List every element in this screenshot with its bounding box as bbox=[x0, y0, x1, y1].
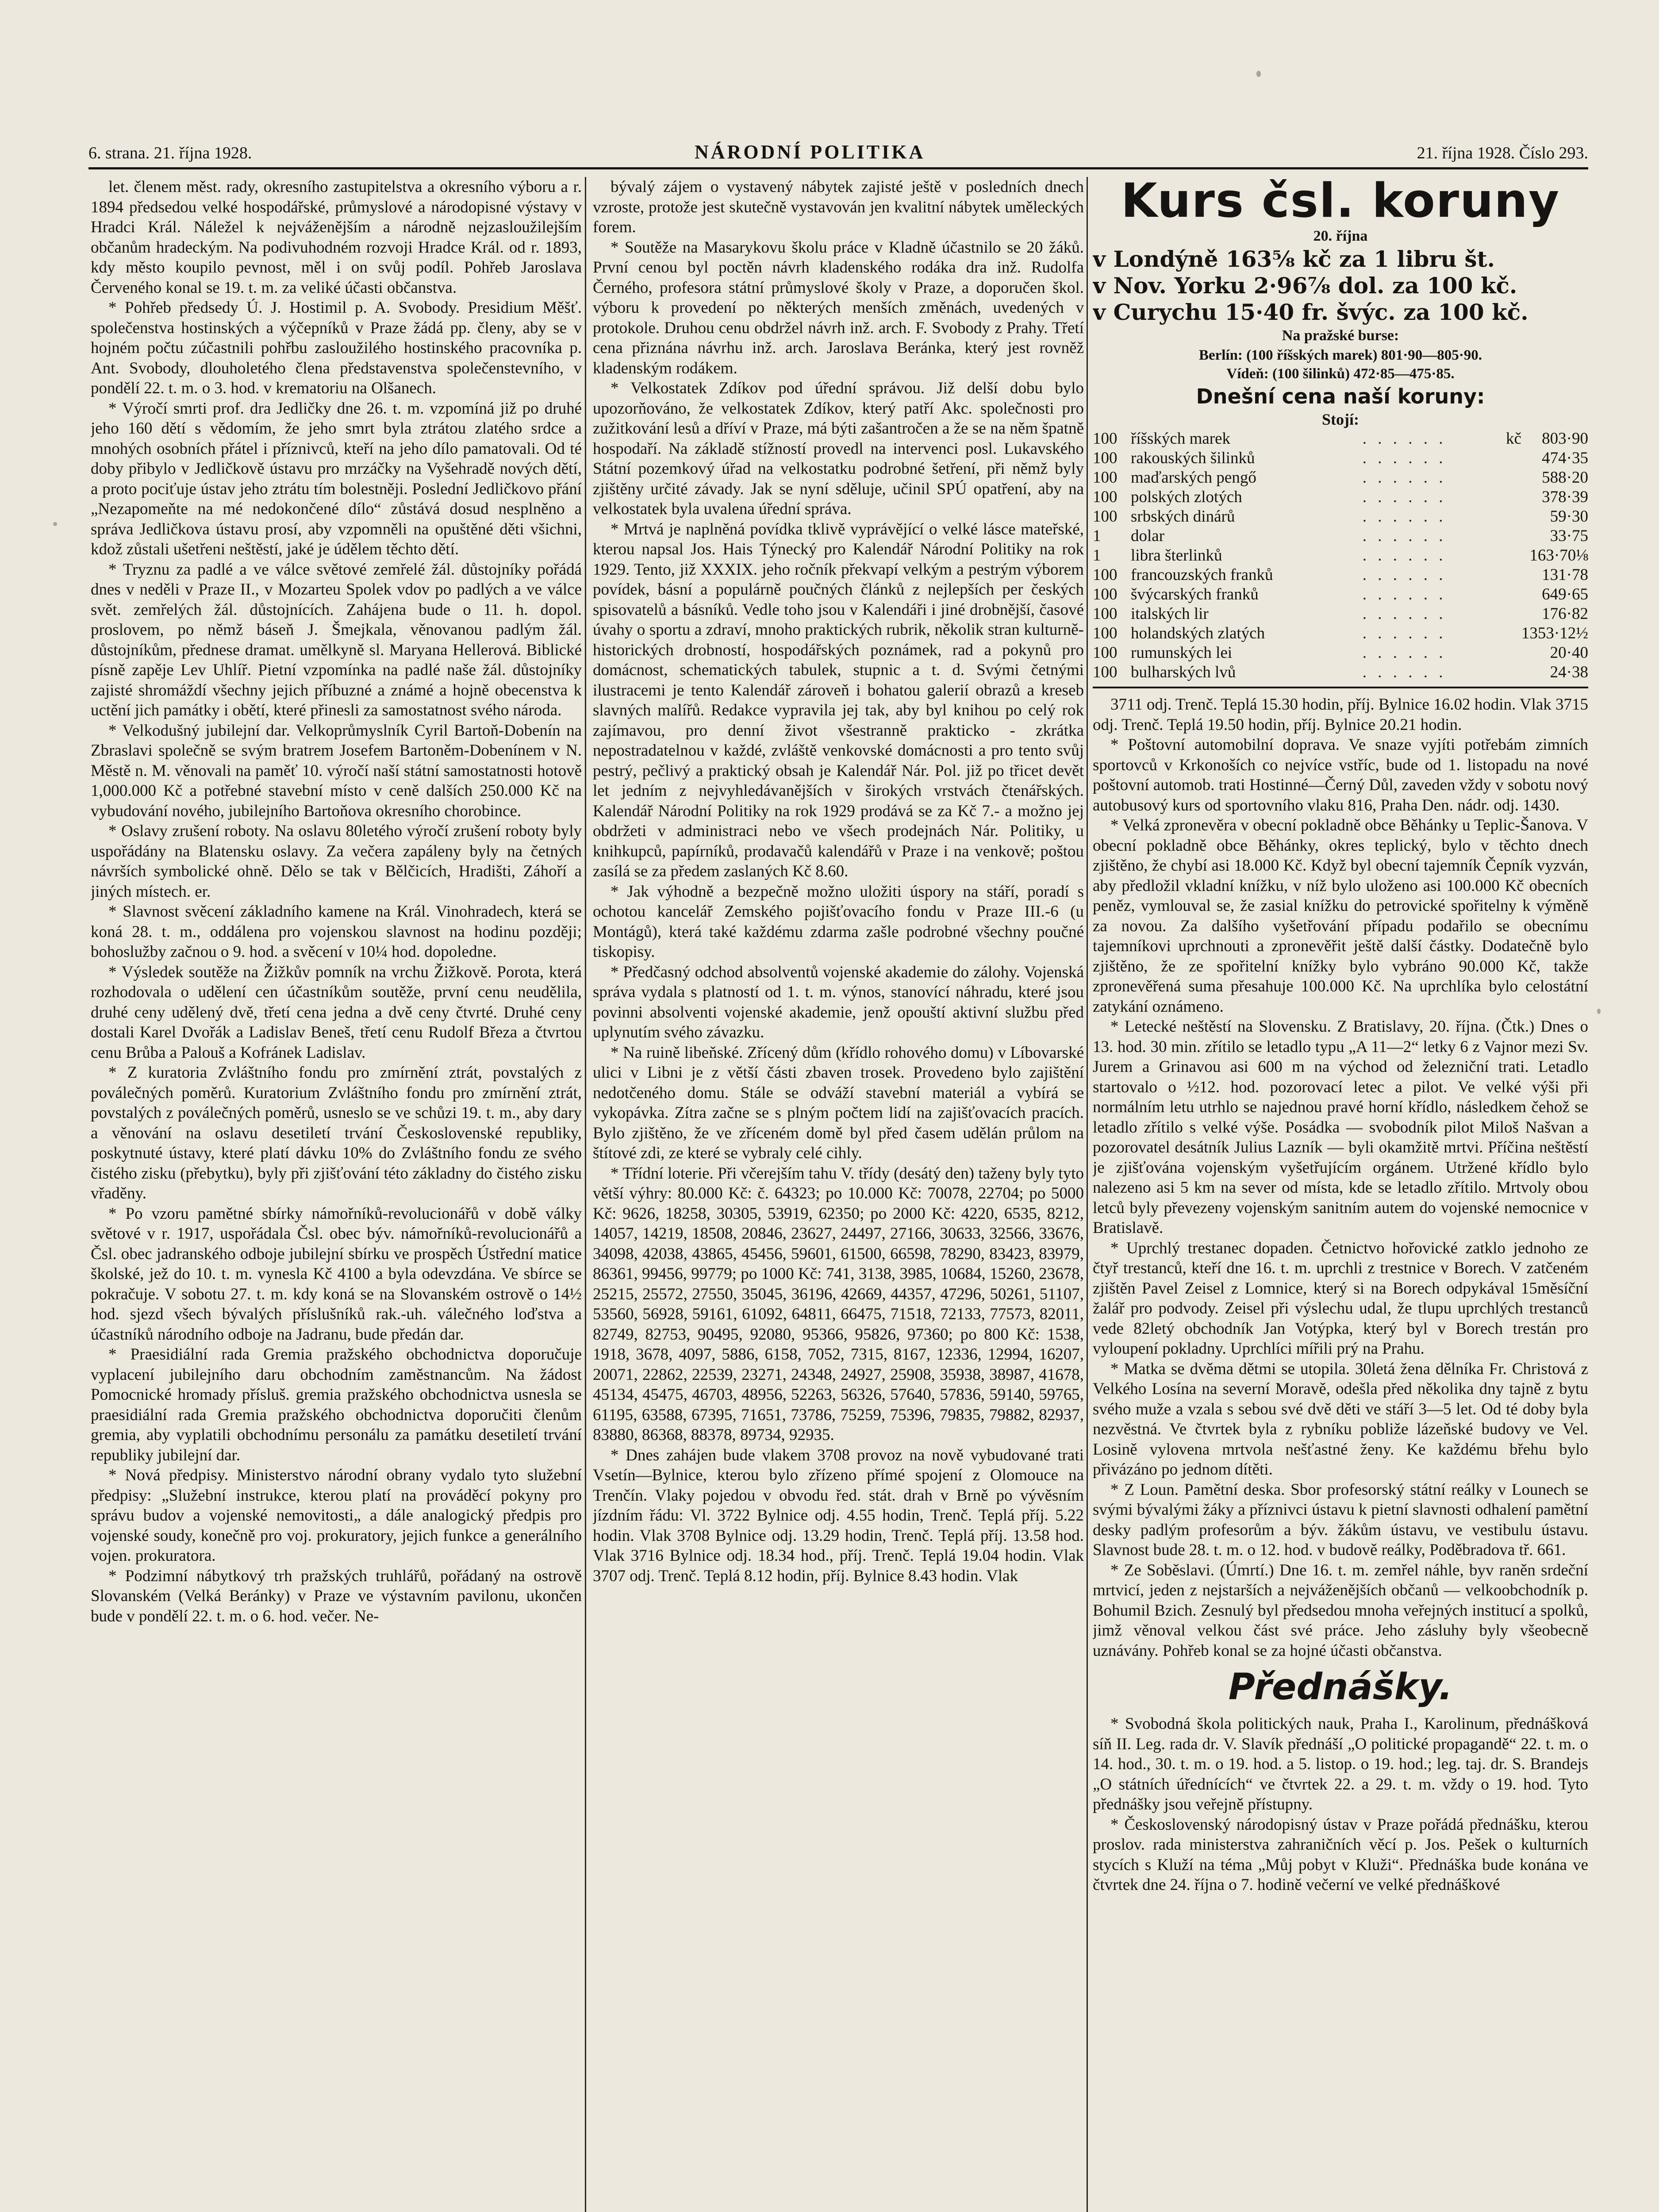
article-paragraph: * Jak výhodně a bezpečně možno uložiti úspory na stáří, poradí s ochotou kancelář Zemského pojišťovacího fondu v Praze III.-6 (u Montágů), která také každému zdarma zašle podrobné všechny poučné tiskopisy. bbox=[593, 882, 1084, 961]
leader-dots: . . . . . . bbox=[1362, 624, 1447, 642]
page-header bbox=[88, 141, 1588, 169]
currency-row bbox=[1093, 507, 1588, 526]
column-rule-1 bbox=[585, 177, 586, 2212]
article-paragraph: * Z kuratoria Zvláštního fondu pro zmírnění ztrát, povstalých z poválečných poměrů. Kuratorium Zvláštního fondu pro zmírnění ztrát, povstalých z poválečných poměrů, usneslo se ve schůzi 19. t. m., aby dary a věnování na oslavu desetiletí trvání Československé republiky, poskytnuté ústavy, které platí dávku 10% do Zvláštního fondu ze svého čistého zisku (přebytku), byly při zjišťování této základny do čistého zisku vřaděny. bbox=[91, 1064, 582, 1202]
column-rule-2 bbox=[1087, 177, 1088, 2212]
currency-name: srbských dinárů bbox=[1131, 507, 1235, 526]
currency-price: 588·20 bbox=[1542, 469, 1588, 487]
article-paragraph: * Výročí smrti prof. dra Jedličky dne 26. t. m. vzpomíná již po druhé jeho 160 dětí s vědomím, že jeho smrt byla ztrátou zlatého srdce a mnohých osobních přátel i příznivců, kteří na jeho dílo pamatovali. Od té doby přibylo v Jedličkově ústavu pro mrzáčky na Vyšehradě nových dětí, a proto pociťuje ústav jeho ztrátu tím bolestněji. Poslední Jedličkovo přání „Nezapomeňte na mé nedokončené dílo“ zůstává dosud nesplněno a správa Jedličkova ústavu prosí, aby vzpomněli na opuštěné děti všichni, kdož zůstali ušetřeni neštěstí, jaké je údělem těchto dětí. bbox=[91, 399, 582, 558]
currency-unit bbox=[1499, 604, 1521, 624]
burse-line-berlin: Berlín: (100 říšských marek) 801·90—805·90. bbox=[1198, 347, 1482, 363]
article-paragraph: * Slavnost svěcení základního kamene na Král. Vinohradech, která se koná 28. t. m., oddálena pro vojenskou slavnost na hodinu později; bohoslužby začnou o 9. hod. a svěcení v 10¼ hod. dopoledne. bbox=[91, 902, 582, 961]
leader-dots: . . . . . . bbox=[1362, 566, 1447, 584]
currency-name: švýcarských franků bbox=[1131, 585, 1259, 603]
currency-row bbox=[1093, 624, 1588, 643]
currency-price: 131·78 bbox=[1542, 566, 1588, 584]
currency-unit bbox=[1499, 468, 1521, 488]
article-paragraph: * Oslavy zrušení roboty. Na oslavu 80letého výročí zrušení roboty byly uspořádány na Blatensku oslavy. Za večera zapáleny byly na četných návrších symbolické ohně. Dělo se tak v Bělčicích, Hradišti, Záhoří a jiných místech. er. bbox=[91, 822, 582, 901]
currency-unit bbox=[1499, 546, 1521, 565]
article-paragraph: * Praesidiální rada Gremia pražského obchodnictva doporučuje vyplacení jubilejního daru obchodním zaměstnancům. Na žádost Pomocnické hromady přísluš. gremia pražského obchodnictva usnesla se praesidiální rada Gremia pražského obchodnictva doporučiti členům gremia, aby vyplatili obchodnímu personálu za památku desetiletí trvání republiky jubilejní dar. bbox=[91, 1345, 582, 1464]
exchange-rate-box bbox=[1093, 177, 1588, 688]
currency-unit bbox=[1499, 585, 1521, 604]
currency-amount: 100 bbox=[1093, 488, 1118, 506]
currency-name: říšských marek bbox=[1131, 430, 1231, 448]
article-paragraph: * Velkostatek Zdíkov pod úřední správou. Již delší dobu bylo upozorňováno, že velkostatek Zdíkov, který patří Akc. společnosti pro zužitkování lesů a dříví v Praze, má býti zašantročen a že se na něm špatně hospodaří. Na základě stížností provedl na intervenci posl. Lukavského Státní pozemkový úřad na velkostatku podrobné šetření, při němž byly zjištěny určité závady. Jak se nyní sděluje, učinil SPÚ opatření, aby na velkostatek byla uvalena úřední správa. bbox=[593, 379, 1084, 518]
currency-name: libra šterlinků bbox=[1131, 546, 1222, 565]
currency-name: holandských zlatých bbox=[1131, 624, 1265, 642]
currency-amount: 100 bbox=[1093, 585, 1118, 603]
header-right: 21. října 1928. Číslo 293. bbox=[1417, 144, 1588, 162]
article-paragraph: let. členem měst. rady, okresního zastupitelstva a okresního výboru a r. 1894 předsedou velké hospodářské, průmyslové a národopisné výstavy v Hradci Král. Náležel k nejváženějším a národně nejzasloužilejším občanům hradeckým. Na podivuhodném rozvoji Hradce Král. od r. 1893, kdy město koupilo pevnost, měl i on svůj podíl. Pohřeb Jaroslava Červeného konal se 19. t. m. za veliké účasti občanstva. bbox=[91, 178, 582, 297]
article-paragraph: * Po vzoru pamětné sbírky námořníků-revolucionářů v době války světové v r. 1917, uspořádala Čsl. obec býv. námořníků-revolucionářů a Čsl. obec jadranského odboje jubilejní sbírku ve prospěch Ústřední matice školské, jež do 10. t. m. vynesla Kč 4100 a byla odevzdána. Ve sbírce se pokračuje. V sobotu 27. t. m. kdy koná se na Slovanském ostrově o 14½ hod. sjezd všech bývalých příslušníků rak.-uh. válečného loďstva a účastníků národního odboje na Jadranu, bude předán dar. bbox=[91, 1204, 582, 1344]
article-paragraph: * Pohřeb předsedy Ú. J. Hostimil p. A. Svobody. Presidium Měšť. společenstva hostinských a výčepníků v Praze žádá pp. členy, aby se v hojném počtu zúčastnili pohřbu zasloužilého hostinského pracovníka p. Ant. Svobody, dlouholetého člena představenstva společenstevního, v pondělí 22. t. m. o 3. hod. v krematoriu na Olšanech. bbox=[91, 299, 582, 397]
currency-price: 649·65 bbox=[1542, 585, 1588, 603]
article-paragraph: * Velkodušný jubilejní dar. Velkoprůmyslník Cyril Bartoň-Dobenín na Zbraslavi společně se svým bratrem Josefem Bartoněm-Dobenínem v N. Městě n. M. věnovali na paměť 10. výročí naší státní samostatnosti hotově 1,000.000 Kč a potřebné stavební místo v ceně dalších 250.000 Kč na vybudování nového, jubilejního Bartoňova okresního chorobince. bbox=[91, 721, 582, 820]
currency-row bbox=[1093, 468, 1588, 488]
currency-amount: 100 bbox=[1093, 663, 1118, 681]
currency-price: 803·90 bbox=[1542, 430, 1588, 448]
article-paragraph: * Letecké neštěstí na Slovensku. Z Bratislavy, 20. října. (Čtk.) Dnes o 13. hod. 30 min. zřítilo se letadlo typu „A 11—2“ letky 6 z Vajnor mezi Sv. Jurem a Grinavou asi 600 m na východ od železniční trati. Letadlo startovalo o ½12. hod. pozorovací letec a pilot. Ve velké výši při normálním letu utrhlo se najednou pravé horní křídlo, následkem čehož se letadlo zřítilo s velké výše. Posádka — svobodník pilot Miloš Našvan a pozorovatel desátník Julius Lazník — byli okamžitě mrtvi. Příčina neštěstí je zjišťována vojenským vyšetřujícím orgánem. Utržené křídlo bylo nalezeno asi 5 km na sever od místa, kde se letadlo zřítilo. Mrtvoly obou letců byly převezeny vojenským sanitním autem do vojenské nemocnice v Bratislavě. bbox=[1093, 1018, 1588, 1237]
article-paragraph: * Podzimní nábytkový trh pražských truhlářů, pořádaný na ostrově Slovanském (Velká Beránky) v Praze ve výstavním pavilonu, ukončen bude v pondělí 22. t. m. o 6. hod. večer. Ne- bbox=[91, 1567, 582, 1625]
currency-amount: 100 bbox=[1093, 624, 1118, 642]
crown-price-heading: Dnešní cena naší koruny: bbox=[1196, 384, 1485, 408]
leader-dots: . . . . . . bbox=[1362, 527, 1447, 545]
currency-row bbox=[1093, 526, 1588, 546]
currency-price: 24·38 bbox=[1550, 663, 1588, 681]
scan-speck bbox=[53, 522, 57, 526]
article-paragraph: * Velká zpronevěra v obecní pokladně obce Běhánky u Teplic-Šanova. V obecní pokladně obce Běhánky, okres teplický, bylo v těchto dnech zjištěno, že chybí asi 18.000 Kč. Když byl obecní tajemník Čepník vyzván, aby předložil vkladní knížku, v níž bylo uloženo asi 100.000 Kč obecních peněz, vymlouval se, že zasial knížku do petrovické spořitelny k výměně za novou. Za dalšího vyšetřování případu podařilo se obecnímu tajemníkovi uprchnouti a zpronevěřit ještě další částky. Dodatečně bylo zjištěno, že ze spořitelní knížky bylo vybráno 90.000 Kč, takže zpronevěřená suma přesahuje 100.000 Kč. Na uprchlíka bylo celostátní zatykání oznámeno. bbox=[1093, 816, 1588, 1016]
currency-amount: 100 bbox=[1093, 566, 1118, 584]
burse-heading: Na pražské burse: bbox=[1282, 327, 1399, 344]
currency-amount: 100 bbox=[1093, 644, 1118, 662]
currency-price: 378·39 bbox=[1542, 488, 1588, 506]
currency-price: 163·70⅛ bbox=[1529, 546, 1588, 565]
article-paragraph: * Mrtvá je naplněná povídka tklivě vyprávějící o velké lásce mateřské, kterou napsal Jos. Hais Týnecký pro Kalendář Národní Politiky na rok 1929. Tento, již XXXIX. jeho ročník překvapí velkým a pestrým výborem povídek, básní a populárně poučných článků z nejlepších per českých spisovatelů a básníků. Vedle toho jsou v Kalendáři i jiné drobnější, časové úvahy o sportu a zdraví, mnoho praktických rubrik, několik stran kulturně-historických drobností, hospodářských poznámek, rad a pokynů pro domácnost, schematických tabulek, stupnic a t. d. Svými četnými ilustracemi je tento Kalendář zároveň i bohatou galerií obrazů a kreseb slavných malířů. Redakce vypravila jej tak, aby byl knihou po celý rok zajímavou, pro denní život všestranně prakticko - zkrátka nepostradatelnou v každé, zvláště venkovské domácnosti a pro tento svůj pestrý, pečlivý a praktický obsah je Kalendář Nár. Pol. již po třicet devět let jedním z nejvyhledávanějších v širokých vrstvách čtenářských. Kalendář Národní Politiky na rok 1929 prodává se za Kč 7.- a možno jej obdržeti v administraci nebo ve všech prodejnách Nár. Politiky, u knihkupců, papírníků, prodavačů kalendářů v Praze i na venkově; poštou zasílá se za předem zaslaných Kč 8.60. bbox=[593, 520, 1084, 880]
column-3 bbox=[1093, 177, 1588, 2212]
currency-row bbox=[1093, 663, 1588, 682]
article-paragraph: * Výsledek soutěže na Žižkův pomník na vrchu Žižkově. Porota, která rozhodovala o udělení cen účastníkům soutěže, první cenu neudělila, druhé ceny udělený dvě, třetí cena jedna a dvě ceny čtvrté. Druhé ceny dostali Karel Dvořák a Ladislav Beneš, třetí cenu Rudolf Březa a čtvrtou cenu Brůba a Palouš a Kofránek Ladislav. bbox=[91, 963, 582, 1062]
currency-row bbox=[1093, 585, 1588, 604]
leader-dots: . . . . . . bbox=[1362, 449, 1447, 467]
article-paragraph: * Dnes zahájen bude vlakem 3708 provoz na nově vybudované trati Vsetín—Bylnice, kterou bylo zřízeno přímé spojení z Olomouce na Trenčín. Vlaky pojedou v obvodu řed. stát. drah v Brně po vývěsním jízdním řádu: Vl. 3722 Bylnice odj. 4.55 hodin, Trenč. Teplá příj. 5.22 hodin. Vlak 3708 Bylnice odj. 13.29 hodin, Trenč. Teplá příj. 13.58 hod. Vlak 3716 Bylnice odj. 18.34 hod., příj. Trenč. Teplá 19.04 hodin. Vlak 3707 odj. Trenč. Teplá 8.12 hodin, příj. Bylnice 8.43 hodin. Vlak bbox=[593, 1446, 1084, 1585]
currency-name: italských lir bbox=[1131, 605, 1209, 623]
article-paragraph: * Uprchlý trestanec dopaden. Četnictvo hořovické zatklo jednoho ze čtyř trestanců, kteří dne 16. t. m. uprchli z trestnice v Borech. V zatčeném zjištěn Pavel Zeisel z Lomnice, který si na Borech odpykával 15měsíční žalář pro podvody. Zeisel při výslechu udal, že tlupu uprchlých trestanců vede 82letý obchodník Jan Votýpka, který byl v Borech trestán pro vyloupení pokladny. Uprchlíci mířili prý na Prahu. bbox=[1093, 1239, 1588, 1358]
leader-dots: . . . . . . bbox=[1362, 488, 1447, 506]
currency-price: 33·75 bbox=[1550, 527, 1588, 545]
currency-row bbox=[1093, 488, 1588, 507]
currency-unit bbox=[1499, 565, 1521, 585]
burse-line-vienna: Vídeň: (100 šilinků) 472·85—475·85. bbox=[1226, 366, 1455, 382]
column-2 bbox=[593, 177, 1084, 2212]
stoji-label: Stojí: bbox=[1322, 411, 1359, 428]
currency-unit bbox=[1499, 488, 1521, 507]
currency-name: rumunských lei bbox=[1131, 644, 1233, 662]
article-paragraph: * Z Loun. Pamětní deska. Sbor profesorský státní reálky v Lounech se svými bývalými žáky a příznivci ústavu k pietní slavnosti odhalení pamětní desky padlým profesorům a býv. žákům ústavu, ve vestibulu ústavu. Slavnost bude 28. t. m. o 12. hod. v budově reálky, Poděbradova tř. 661. bbox=[1093, 1480, 1588, 1559]
currency-name: francouzských franků bbox=[1131, 566, 1273, 584]
exchange-rate-title: Kurs čsl. koruny bbox=[1121, 177, 1560, 228]
currency-row bbox=[1093, 643, 1588, 663]
currency-price: 474·35 bbox=[1542, 449, 1588, 467]
masthead-title: NÁRODNÍ POLITIKA bbox=[695, 141, 926, 163]
leader-dots: . . . . . . bbox=[1362, 507, 1447, 526]
currency-amount: 1 bbox=[1093, 546, 1101, 565]
currency-amount: 100 bbox=[1093, 430, 1118, 448]
leader-dots: . . . . . . bbox=[1362, 546, 1447, 565]
rate-london: v Londýně 163⅝ kč za 1 libru št. bbox=[1093, 246, 1495, 272]
article-paragraph: * Předčasný odchod absolventů vojenské akademie do zálohy. Vojenská správa vydala s platností od 1. t. m. výnos, stanovící náhradu, které jsou povinni absolventi vojenské akademie, jenž opouští aktivní službu před uplynutím svého závazku. bbox=[593, 963, 1084, 1041]
leader-dots: . . . . . . bbox=[1362, 663, 1447, 681]
currency-unit bbox=[1499, 526, 1521, 546]
currency-unit bbox=[1499, 643, 1521, 663]
article-paragraph: * Tryznu za padlé a ve válce světové zemřelé žál. důstojníky pořádá dnes v neděli v Praze II., v Mozarteu Spolek vdov po padlých a ve válce svět. zemřelých žál. důstojnících. Zahájena bude o 11. h. dopol. proslovem, po němž báseň J. Šmejkala, věnovanou padlým žál. důstojníkům, přednese dramat. umělkyně sl. Maryana Hellerová. Biblické písně zapěje Lev Uhlíř. Pietní vzpomínka na padlé naše žál. důstojníky zajisté shromáždí všechny jejich příbuzné a známé a hojně obecenstva k uctění jich památky i obětí, které přinesli za samostatnost svého národa. bbox=[91, 560, 582, 719]
article-paragraph: * Poštovní automobilní doprava. Ve snaze vyjíti potřebám zimních sportovců v Krkonoších co nejvíce vstříc, bude od 1. listopadu na nové poštovní automob. trati Hostinné—Černý Důl, zaveden vždy v sobotu nový autobusový kurs od sportovního vlaku 816, Praha Den. nádr. odj. 1430. bbox=[1093, 736, 1588, 814]
currency-price: 20·40 bbox=[1550, 644, 1588, 662]
currency-unit bbox=[1499, 449, 1521, 468]
currency-name: rakouských šilinků bbox=[1131, 449, 1255, 467]
currency-name: bulharských lvů bbox=[1131, 663, 1236, 681]
currency-amount: 100 bbox=[1093, 469, 1118, 487]
currency-unit bbox=[1499, 663, 1521, 682]
exchange-rate-date: 20. října bbox=[1313, 228, 1368, 244]
currency-unit bbox=[1499, 507, 1521, 526]
currency-name: maďarských pengő bbox=[1131, 469, 1256, 487]
scan-speck bbox=[1256, 71, 1261, 77]
currency-row bbox=[1093, 604, 1588, 624]
lottery-results: * Třídní loterie. Při včerejším tahu V. třídy (desátý den) taženy byly tyto větší výhry: 80.000 Kč: č. 64323; po 10.000 Kč: 70078, 22704; po 5000 Kč: 9626, 18258, 30305, 53919, 62350; po 2000 Kč: 4220, 6535, 8212, 14057, 14219, 18508, 20846, 23627, 24497, 27166, 30633, 32566, 33676, 34098, 42038, 43865, 45456, 59601, 61500, 66598, 78290, 83423, 83979, 86361, 99456, 99779; po 1000 Kč: 741, 3138, 3985, 10684, 15260, 23678, 25215, 25572, 27550, 35045, 36196, 42669, 44357, 47296, 50261, 51107, 53560, 56928, 59161, 61092, 64811, 66475, 71518, 72133, 77573, 82011, 82749, 82753, 90495, 92080, 95366, 95826, 97360; po 800 Kč: 1538, 1918, 3678, 4097, 5886, 6158, 7052, 7315, 8167, 12336, 12994, 16207, 20071, 22862, 22539, 23271, 24348, 24927, 25908, 35938, 38987, 41678, 45134, 45475, 46703, 48956, 52263, 56326, 57640, 57836, 59140, 59765, 61195, 63588, 67395, 71651, 73786, 75259, 75396, 79835, 79882, 82937, 83880, 86368, 88378, 89734, 92935. bbox=[593, 1164, 1084, 1444]
leader-dots: . . . . . . bbox=[1362, 605, 1447, 623]
article-paragraph: * Svobodná škola politických nauk, Praha I., Karolinum, přednášková síň II. Leg. rada dr. V. Slavík přednáší „O politické propagandě“ 22. t. m. o 14. hod., 30. t. m. o 19. hod. a 5. listop. o 19. hod.; leg. taj. dr. S. Brandejs „O státních úřednících“ ve čtvrtek 22. a 29. t. m. vždy o 19. hod. Tyto přednášky jsou veřejně přístupny. bbox=[1093, 1715, 1588, 1813]
article-paragraph: * Matka se dvěma dětmi se utopila. 30letá žena dělníka Fr. Christová z Velkého Losína na severní Moravě, odešla před několika dny tajně z bytu svého muže a vzala s sebou své dvě děti ve stáří 3—5 let. Od té doby byla nezvěstná. Ve čtvrtek byla z rybníku pobliže lázeňské budovy ve Vel. Losině vylovena mrtvola nešťastné ženy. Ke každému břehu bylo přivázáno po jednom dítěti. bbox=[1093, 1359, 1588, 1479]
article-paragraph: * Ze Soběslavi. (Úmrtí.) Dne 16. t. m. zemřel náhle, byv raněn srdeční mrtvicí, jeden z nejstarších a nejváženějších občanů — velkoobchodník p. Bohumil Bzich. Zesnulý byl předsedou mnoha veřejných institucí a spolků, jimž věnoval velkou část své práce. Jeho zásluhy byly všeobecně uznávány. Pohřeb konal se za hojné účasti občanstva. bbox=[1093, 1561, 1588, 1660]
rate-new-york: v Nov. Yorku 2·96⅞ dol. za 100 kč. bbox=[1093, 273, 1517, 299]
leader-dots: . . . . . . bbox=[1362, 644, 1447, 662]
column-1 bbox=[91, 177, 582, 2212]
header-left: 6. strana. 21. října 1928. bbox=[88, 144, 252, 162]
leader-dots: . . . . . . bbox=[1362, 430, 1447, 448]
article-paragraph: 3711 odj. Trenč. Teplá 15.30 hodin, příj. Bylnice 16.02 hodin. Vlak 3715 odj. Trenč. Teplá 19.50 hodin, příj. Bylnice 20.21 hodin. bbox=[1093, 695, 1588, 734]
leader-dots: . . . . . . bbox=[1362, 469, 1447, 487]
currency-amount: 100 bbox=[1093, 605, 1118, 623]
article-paragraph: * Soutěže na Masarykovu školu práce v Kladně účastnilo se 20 žáků. První cenou byl poctěn návrh kladenského rodáka dra inž. Rudolfa Černého, profesora státní průmyslové školy v Praze, a doporučen škol. výboru k provedení po některých menších změnách, uvedených v protokole. Druhou cenu obdržel návrh inž. arch. F. Svobody z Prahy. Třetí cena přiznána návrhu inž. arch. Jaroslava Beránka, který jest rovněž kladenským rodákem. bbox=[593, 238, 1084, 377]
currency-price: 59·30 bbox=[1550, 507, 1588, 526]
currency-price: 1353·12½ bbox=[1521, 624, 1588, 642]
lectures-heading: Přednášky. bbox=[1228, 1666, 1453, 1708]
currency-row bbox=[1093, 449, 1588, 468]
currency-unit: kč bbox=[1505, 430, 1521, 448]
currency-amount: 100 bbox=[1093, 507, 1118, 526]
currency-name: dolar bbox=[1131, 527, 1165, 545]
rate-zurich: v Curychu 15·40 fr. švýc. za 100 kč. bbox=[1093, 299, 1528, 325]
currency-row bbox=[1093, 565, 1588, 585]
currency-amount: 100 bbox=[1093, 449, 1118, 467]
article-paragraph: * Na ruině libeňské. Zřícený dům (křídlo rohového domu) v Líbovarské ulici v Libni je z větší části zbaven trosek. Provedeno bylo zajištění nedotčeného domu. Stále se odváží stavební materiál a vybírá se vykopávka. Zítra začne se s plným počtem lidí na zajišťovacích pracích. Bylo zjištěno, že ve zříceném domě byl před časem udělán průlom na štítové zdi, ze které se vybraly celé cihly. bbox=[593, 1043, 1084, 1162]
scan-speck bbox=[1597, 1009, 1601, 1014]
currency-table bbox=[1093, 429, 1588, 682]
leader-dots: . . . . . . bbox=[1362, 585, 1447, 603]
article-paragraph: * Nová předpisy. Ministerstvo národní obrany vydalo tyto služební předpisy: „Služební instrukce, kterou platí na prováděcí pokyny pro správu budov a vojenské nemovitosti„ a dále analogický předpis pro vojenské soudy, konečně pro voj. prokuratory, jejich funkce a generálního vojen. prokuratora. bbox=[91, 1466, 582, 1565]
currency-amount: 1 bbox=[1093, 527, 1101, 545]
currency-name: polských zlotých bbox=[1131, 488, 1242, 506]
article-paragraph: bývalý zájem o vystavený nábytek zajisté ještě v posledních dnech vzroste, protože jest skutečně vystavován jen kvalitní nábytek uměleckých forem. bbox=[593, 178, 1084, 236]
currency-row bbox=[1093, 546, 1588, 565]
article-paragraph: * Československý národopisný ústav v Praze pořádá přednášku, kterou proslov. rada ministerstva zahraničních věcí p. Jos. Pešek o kulturních stycích s Kluží na téma „Můj pobyt v Kluži“. Přednáška bude konána ve čtvrtek dne 24. října o 7. hodině večerní ve velké přednáškové bbox=[1093, 1815, 1588, 1894]
currency-unit bbox=[1499, 624, 1521, 643]
currency-row bbox=[1093, 429, 1588, 449]
currency-price: 176·82 bbox=[1542, 605, 1588, 623]
